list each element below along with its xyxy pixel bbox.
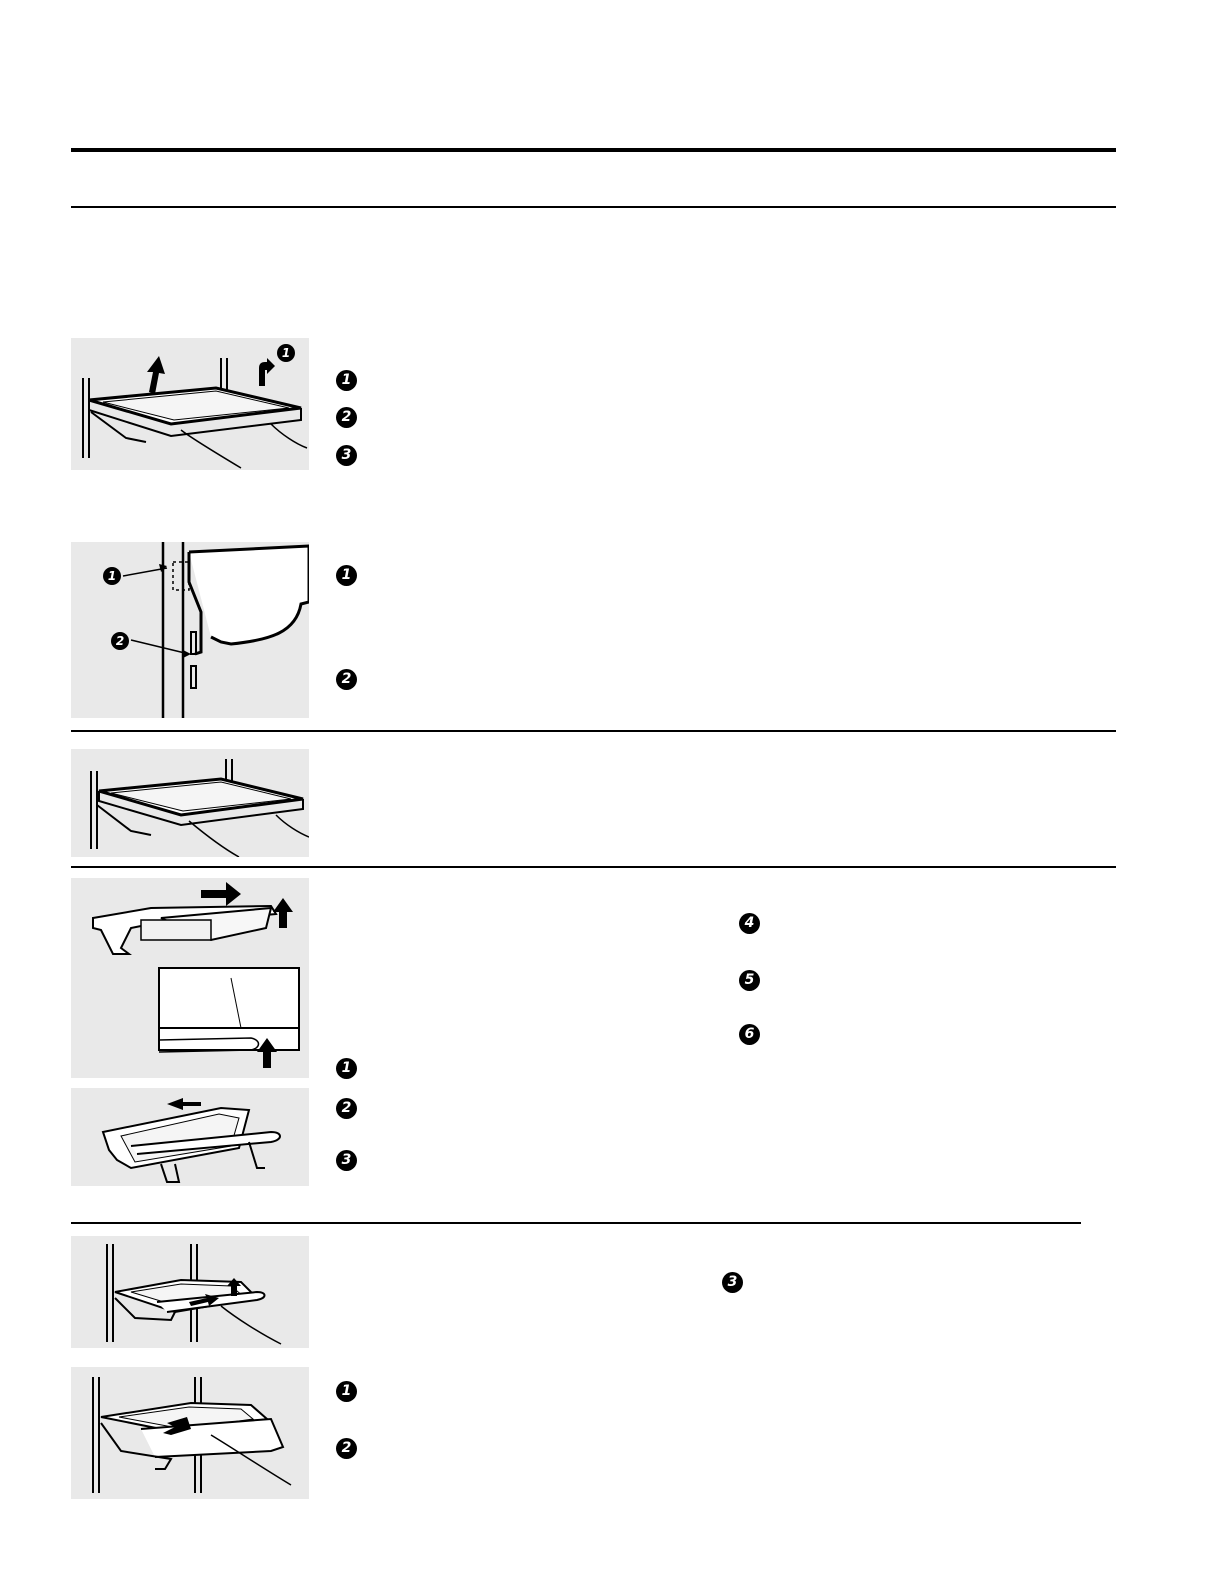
header-rule-thin (71, 206, 1116, 208)
slide-step-2-badge: 2 (336, 1098, 357, 1119)
figure-slide-shelf-disassembly (71, 878, 309, 1078)
step-3-badge: 3 (336, 445, 357, 466)
section-divider-3 (71, 1222, 1081, 1224)
figure-shelf-pull (71, 749, 309, 857)
slide-step-3-badge: 3 (336, 1150, 357, 1171)
section-divider-1 (71, 730, 1116, 732)
slide-shelf-push-illustration (71, 1367, 309, 1499)
hook-step-1-badge: 1 (336, 565, 357, 586)
figure-slide-shelf-pull (71, 1236, 309, 1348)
slide-shelf-disassembly-illustration (71, 878, 309, 1078)
figure-callout-1: 1 (277, 344, 295, 362)
reinstall-step-3-badge: 3 (722, 1272, 743, 1293)
shelf-lift-illustration (71, 338, 309, 470)
slide-shelf-pull-illustration (71, 1236, 309, 1348)
figure-slide-shelf-assembly (71, 1088, 309, 1186)
shelf-pull-illustration (71, 749, 309, 857)
figure-callout-2: 2 (111, 632, 129, 650)
section-divider-2 (71, 866, 1116, 868)
step-2-badge: 2 (336, 407, 357, 428)
figure-callout-1: 1 (103, 567, 121, 585)
reinstall-step-1-badge: 1 (336, 1381, 357, 1402)
header-rule-thick (71, 148, 1116, 152)
reinstall-step-2-badge: 2 (336, 1438, 357, 1459)
hook-step-2-badge: 2 (336, 669, 357, 690)
slide-step-1-badge: 1 (336, 1058, 357, 1079)
slide-step-5-badge: 5 (739, 970, 760, 991)
slide-step-4-badge: 4 (739, 913, 760, 934)
slide-shelf-assembly-illustration (71, 1088, 309, 1186)
figure-shelf-lift (71, 338, 309, 470)
slide-step-6-badge: 6 (739, 1024, 760, 1045)
figure-slide-shelf-push (71, 1367, 309, 1499)
figure-shelf-hooks (71, 542, 309, 718)
step-1-badge: 1 (336, 370, 357, 391)
